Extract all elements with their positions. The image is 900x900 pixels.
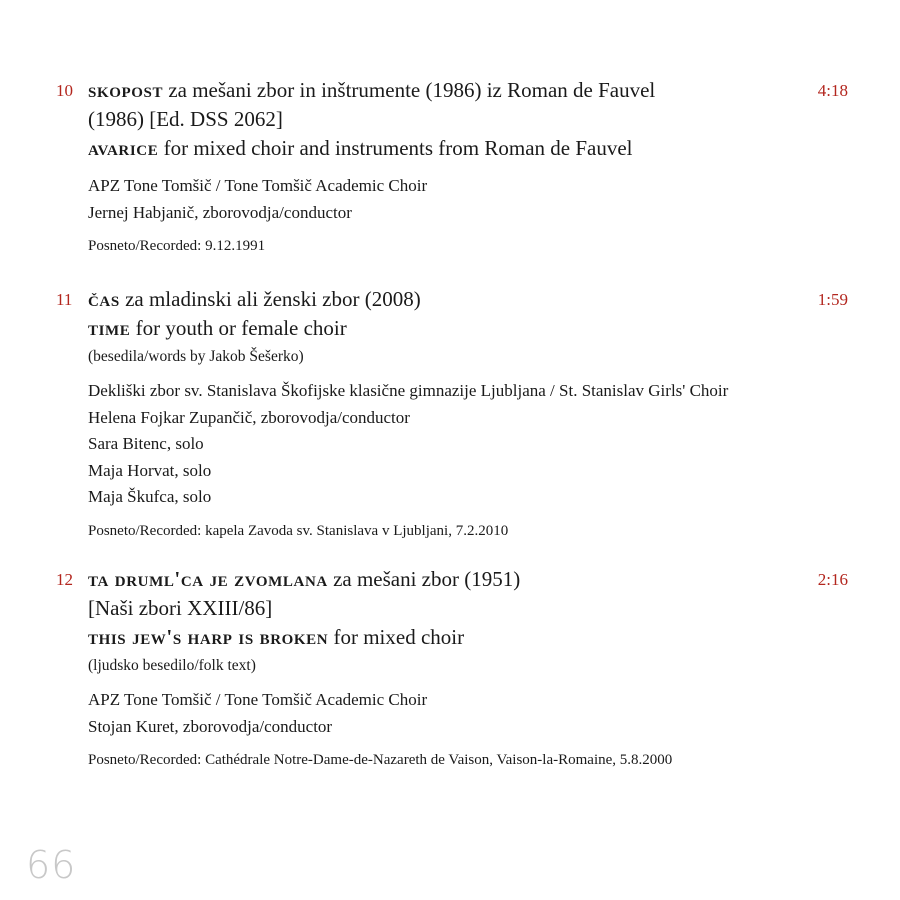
performer: Sara Bitenc, solo: [88, 434, 204, 453]
track-duration: 4:18: [817, 81, 848, 100]
performer: Dekliški zbor sv. Stanislava Škofijske klasične gimnazije Ljubljana / St. Stanislav Girls' Choir: [88, 381, 729, 400]
track-body: [88, 565, 778, 771]
performer: Maja Škufca, solo: [88, 487, 212, 506]
track-number: 10: [56, 81, 73, 100]
performers-list: [88, 687, 778, 740]
track-title-english: [88, 134, 778, 163]
track-body: [88, 76, 778, 257]
performers-list: [88, 173, 778, 226]
track-title-en-desc: for mixed choir and instruments from Roman de Fauvel: [158, 136, 633, 160]
track-body: [88, 285, 778, 542]
page-number: 66: [26, 843, 77, 887]
track-duration: 2:16: [817, 570, 848, 589]
track-title-slovene: [88, 565, 778, 594]
recorded-info: Posneto/Recorded: 9.12.1991: [88, 238, 266, 254]
performers-list: [88, 378, 778, 511]
track-title-main: skopost: [88, 78, 164, 102]
lyrics-credit: (besedila/words by Jakob Šešerko): [88, 348, 304, 365]
performer: APZ Tone Tomšič / Tone Tomšič Academic Choir: [88, 690, 428, 709]
track-title-slovene: [88, 76, 778, 105]
track-title-desc: za mladinski ali ženski zbor (2008): [119, 287, 421, 311]
track-number: 12: [56, 570, 73, 589]
performer: Jernej Habjanič, zborovodja/conductor: [88, 202, 352, 222]
track-title-main: ta druml'ca je zvomlana: [88, 567, 328, 591]
performer: Stojan Kuret, zborovodja/conductor: [88, 716, 333, 736]
track-title-line2: (1986) [Ed. DSS 2062]: [88, 107, 283, 131]
recorded-info: Posneto/Recorded: Cathédrale Notre-Dame-de-Nazareth de Vaison, Vaison-la-Romaine, 5.8.2000: [88, 752, 673, 768]
track-title-desc: za mešani zbor in inštrumente (1986) iz Roman de Fauvel: [163, 78, 656, 102]
track-title-en-main: time: [88, 316, 131, 340]
track-title-slovene: [88, 285, 778, 314]
performer: Maja Horvat, solo: [88, 460, 212, 480]
track-title-main: čas: [88, 287, 120, 311]
track-title-en-main: this jew's harp is broken: [88, 625, 329, 649]
lyrics-credit: (ljudsko besedilo/folk text): [88, 657, 256, 674]
track-duration: 1:59: [817, 290, 848, 309]
track-title-en-desc: for mixed choir: [328, 625, 465, 649]
track-title-desc: za mešani zbor (1951): [327, 567, 521, 591]
track-title-en-main: avarice: [88, 136, 159, 160]
track-title-line2: [Naši zbori XXIII/86]: [88, 596, 273, 620]
track-number: 11: [56, 290, 73, 309]
track-title-english: [88, 314, 778, 343]
track-title-english: [88, 623, 778, 652]
performer: APZ Tone Tomšič / Tone Tomšič Academic Choir: [88, 176, 428, 195]
track-title-en-desc: for youth or female choir: [130, 316, 347, 340]
performer: Helena Fojkar Zupančič, zborovodja/conductor: [88, 407, 410, 427]
recorded-info: Posneto/Recorded: kapela Zavoda sv. Stanislava v Ljubljani, 7.2.2010: [88, 522, 509, 539]
